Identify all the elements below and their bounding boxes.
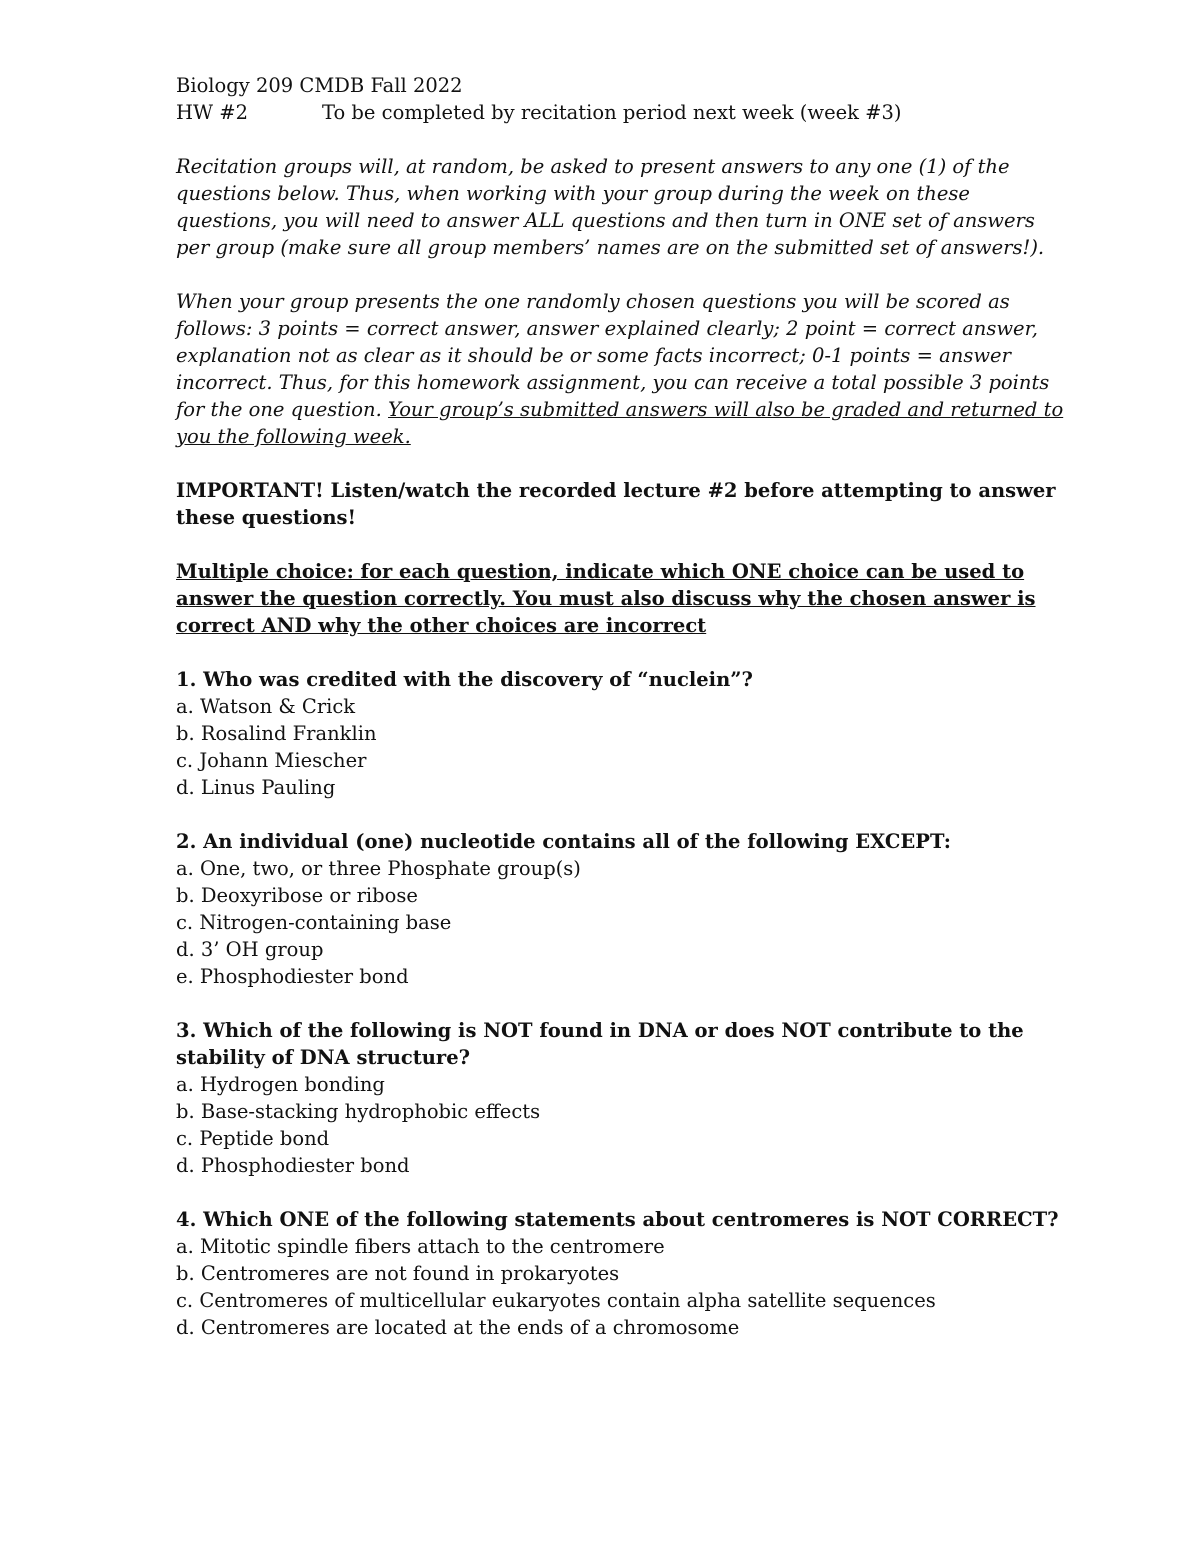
- instructions-paragraph-1: [176, 153, 1056, 261]
- instruction-line: incorrect. Thus, for this homework assignment, you can receive a total possible 3 points: [176, 371, 1050, 394]
- hw-due-text: To be completed by recitation period next week (week #3): [322, 101, 902, 124]
- course-title: Biology 209 CMDB Fall 2022: [176, 74, 463, 97]
- answer-choice: e. Phosphodiester bond: [176, 965, 409, 988]
- answer-choice: a. One, two, or three Phosphate group(s): [176, 857, 581, 880]
- spacer: [176, 450, 1056, 477]
- answer-choice: c. Peptide bond: [176, 1127, 330, 1150]
- spacer: [176, 261, 1056, 288]
- spacer: [176, 801, 1056, 828]
- instruction-line: When your group presents the one randomly chosen questions you will be scored as: [176, 290, 1010, 313]
- important-line: these questions!: [176, 506, 357, 529]
- instruction-line: questions below. Thus, when working with your group during the week on these: [176, 182, 970, 205]
- instruction-text: for the one question.: [176, 398, 389, 421]
- mc-heading-line: Multiple choice: for each question, indicate which ONE choice can be used to: [176, 560, 1025, 583]
- answer-choice: d. Phosphodiester bond: [176, 1154, 410, 1177]
- answer-choice: c. Nitrogen-containing base: [176, 911, 452, 934]
- spacer: [176, 1179, 1056, 1206]
- graded-note: Your group’s submitted answers will also be graded and returned to: [388, 398, 1064, 421]
- answer-choice: b. Deoxyribose or ribose: [176, 884, 418, 907]
- answer-choice: d. Centromeres are located at the ends of a chromosome: [176, 1316, 740, 1339]
- hw-line: [176, 99, 1056, 126]
- mc-heading-line: correct AND why the other choices are incorrect: [176, 614, 707, 637]
- answer-choice: a. Mitotic spindle fibers attach to the centromere: [176, 1235, 665, 1258]
- spacer: [176, 639, 1056, 666]
- question-text: stability of DNA structure?: [176, 1046, 471, 1069]
- answer-choice: d. Linus Pauling: [176, 776, 336, 799]
- instruction-line: [176, 396, 1064, 423]
- multiple-choice-heading: [176, 558, 1056, 639]
- answer-choice: c. Johann Miescher: [176, 749, 367, 772]
- question-text: 2. An individual (one) nucleotide contains all of the following EXCEPT:: [176, 830, 951, 853]
- spacer: [176, 990, 1056, 1017]
- answer-choice: b. Centromeres are not found in prokaryotes: [176, 1262, 620, 1285]
- question-text: 3. Which of the following is NOT found in DNA or does NOT contribute to the: [176, 1019, 1024, 1042]
- instruction-line: explanation not as clear as it should be or some facts incorrect; 0-1 points = answer: [176, 344, 1011, 367]
- mc-heading-line: answer the question correctly. You must also discuss why the chosen answer is: [176, 587, 1036, 610]
- answer-choice: a. Hydrogen bonding: [176, 1073, 385, 1096]
- answer-choice: b. Rosalind Franklin: [176, 722, 377, 745]
- question-text: 1. Who was credited with the discovery of “nuclein”?: [176, 668, 753, 691]
- spacer: [176, 531, 1056, 558]
- document-page: [176, 72, 1064, 1341]
- instruction-line: follows: 3 points = correct answer, answer explained clearly; 2 point = correct answer,: [176, 317, 1038, 340]
- question-block: [176, 666, 1056, 801]
- answer-choice: d. 3’ OH group: [176, 938, 324, 961]
- question-block: [176, 1206, 1059, 1341]
- spacer: [176, 126, 1056, 153]
- instruction-line: [176, 423, 1056, 450]
- important-line: IMPORTANT! Listen/watch the recorded lecture #2 before attempting to answer: [176, 479, 1056, 502]
- question-block: [176, 1017, 1056, 1179]
- question-text: 4. Which ONE of the following statements about centromeres is NOT CORRECT?: [176, 1208, 1059, 1231]
- question-block: [176, 828, 1056, 990]
- answer-choice: a. Watson & Crick: [176, 695, 356, 718]
- answer-choice: c. Centromeres of multicellular eukaryotes contain alpha satellite sequences: [176, 1289, 936, 1312]
- hw-label: HW #2: [176, 101, 248, 124]
- instructions-paragraph-2: [176, 288, 1064, 450]
- instruction-line: Recitation groups will, at random, be asked to present answers to any one (1) of the: [176, 155, 1010, 178]
- instruction-line: per group (make sure all group members’ names are on the submitted set of answers!).: [176, 236, 1045, 259]
- answer-choice: b. Base-stacking hydrophobic effects: [176, 1100, 541, 1123]
- important-notice: [176, 477, 1056, 531]
- graded-note-continued: you the following week.: [176, 425, 411, 448]
- instruction-line: questions, you will need to answer ALL questions and then turn in ONE set of answers: [176, 209, 1035, 232]
